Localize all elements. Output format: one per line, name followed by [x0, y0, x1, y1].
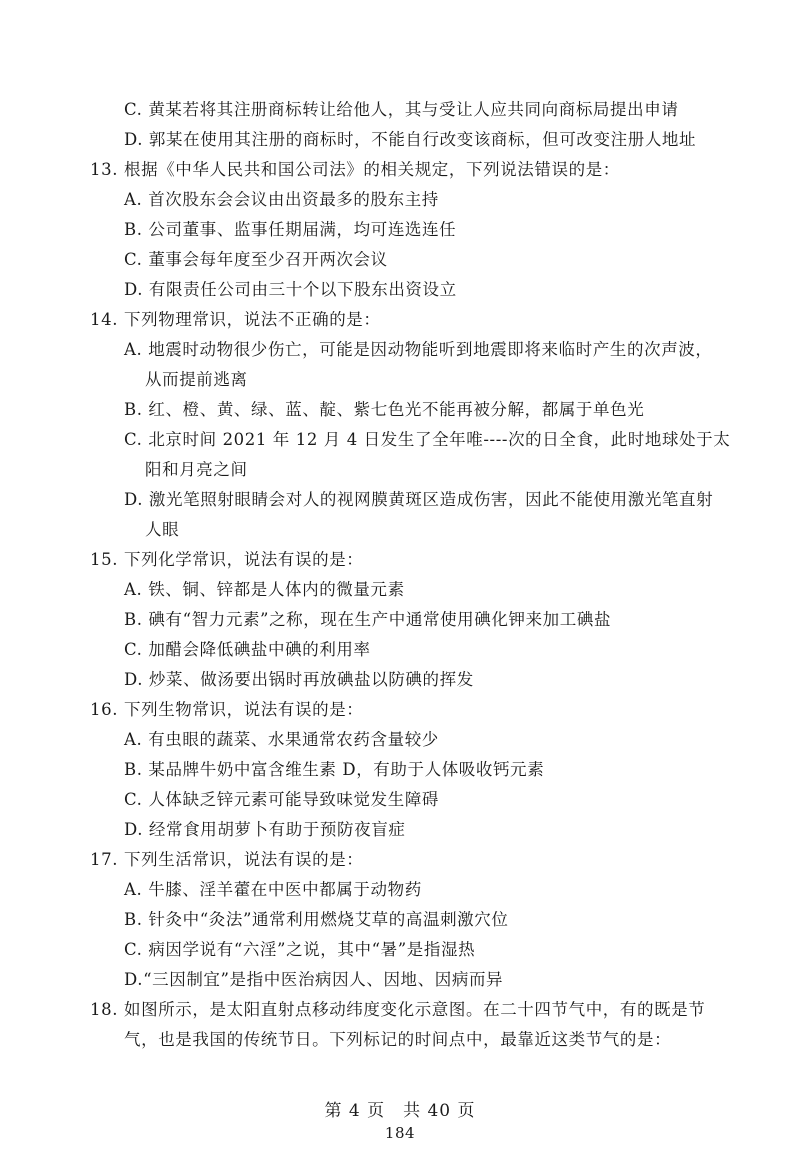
- q14-option-a: A. 地震时动物很少伤亡，可能是因动物能听到地震即将来临时产生的次声波，: [124, 340, 713, 359]
- question-number: 18.: [90, 1000, 119, 1019]
- question-stem: 下列化学常识，说法有误的是：: [124, 550, 364, 569]
- q13-option-b: B. 公司董事、监事任期届满，均可连选连任: [124, 220, 457, 239]
- q14-option-d: D. 激光笔照射眼睛会对人的视网膜黄斑区造成伤害，因此不能使用激光笔直射: [124, 490, 714, 509]
- q12-option-c: C. 黄某若将其注册商标转让给他人，其与受让人应共同向商标局提出申请: [124, 100, 679, 119]
- page-footer: 第 4 页 共 40 页: [324, 1101, 476, 1121]
- question-number: 13.: [90, 160, 119, 179]
- q17-option-a: A. 牛膝、淫羊藿在中医中都属于动物药: [124, 880, 422, 899]
- q15-option-a: A. 铁、铜、锌都是人体内的微量元素: [124, 580, 405, 599]
- q14-option-a-continued: 从而提前逃离: [145, 370, 248, 389]
- question-17: [0, 845, 800, 875]
- question-16: [0, 695, 800, 725]
- question-18: [0, 995, 800, 1025]
- question-stem: 根据《中华人民共和国公司法》的相关规定，下列说法错误的是：: [124, 160, 620, 179]
- q12-option-d: D. 郭某在使用其注册的商标时，不能自行改变该商标，但可改变注册人地址: [124, 130, 697, 149]
- q13-option-c: C. 董事会每年度至少召开两次会议: [124, 250, 388, 269]
- q14-option-d-continued: 人眼: [145, 520, 180, 539]
- question-list: [0, 95, 800, 1055]
- q15-option-d: D. 炒菜、做汤要出锅时再放碘盐以防碘的挥发: [124, 670, 474, 689]
- q17-option-c: C. 病因学说有“六淫”之说，其中“暑”是指湿热: [124, 940, 476, 959]
- q16-option-a: A. 有虫眼的蔬菜、水果通常农药含量较少: [124, 730, 439, 749]
- question-stem: 如图所示，是太阳直射点移动纬度变化示意图。在二十四节气中，有的既是节: [124, 1000, 706, 1019]
- question-stem: 下列生物常识，说法有误的是：: [124, 700, 364, 719]
- q17-option-b: B. 针灸中“灸法”通常利用燃烧艾草的高温刺激穴位: [124, 910, 509, 929]
- q17-option-d: D.“三因制宜”是指中医治病因人、因地、因病而异: [124, 970, 504, 989]
- q15-option-c: C. 加醋会降低碘盐中碘的利用率: [124, 640, 371, 659]
- q16-option-b: B. 某品牌牛奶中富含维生素 D，有助于人体吸收钙元素: [124, 760, 545, 779]
- question-number: 14.: [90, 310, 119, 329]
- question-stem: 下列物理常识，说法不正确的是：: [124, 310, 381, 329]
- q16-option-d: D. 经常食用胡萝卜有助于预防夜盲症: [124, 820, 406, 839]
- q14-option-c-continued: 阳和月亮之间: [145, 460, 248, 479]
- question-stem: 下列生活常识，说法有误的是：: [124, 850, 364, 869]
- q13-option-a: A. 首次股东会会议由出资最多的股东主持: [124, 190, 439, 209]
- q16-option-c: C. 人体缺乏锌元素可能导致味觉发生障碍: [124, 790, 440, 809]
- q14-option-c: C. 北京时间 2021 年 12 月 4 日发生了全年唯----次的日全食，此时地球处于太: [124, 430, 731, 449]
- question-14: [0, 305, 800, 335]
- question-number: 16.: [90, 700, 119, 719]
- book-page-number: 184: [384, 1124, 416, 1142]
- q15-option-b: B. 碘有“智力元素”之称，现在生产中通常使用碘化钾来加工碘盐: [124, 610, 612, 629]
- question-18-stem-continued: 气，也是我国的传统节日。下列标记的时间点中，最靠近这类节气的是：: [124, 1030, 672, 1049]
- question-15: [0, 545, 800, 575]
- question-number: 17.: [90, 850, 119, 869]
- q14-option-b: B. 红、橙、黄、绿、蓝、靛、紫七色光不能再被分解，都属于单色光: [124, 400, 645, 419]
- question-number: 15.: [90, 550, 119, 569]
- q13-option-d: D. 有限责任公司由三十个以下股东出资设立: [124, 280, 457, 299]
- question-13: [0, 155, 800, 185]
